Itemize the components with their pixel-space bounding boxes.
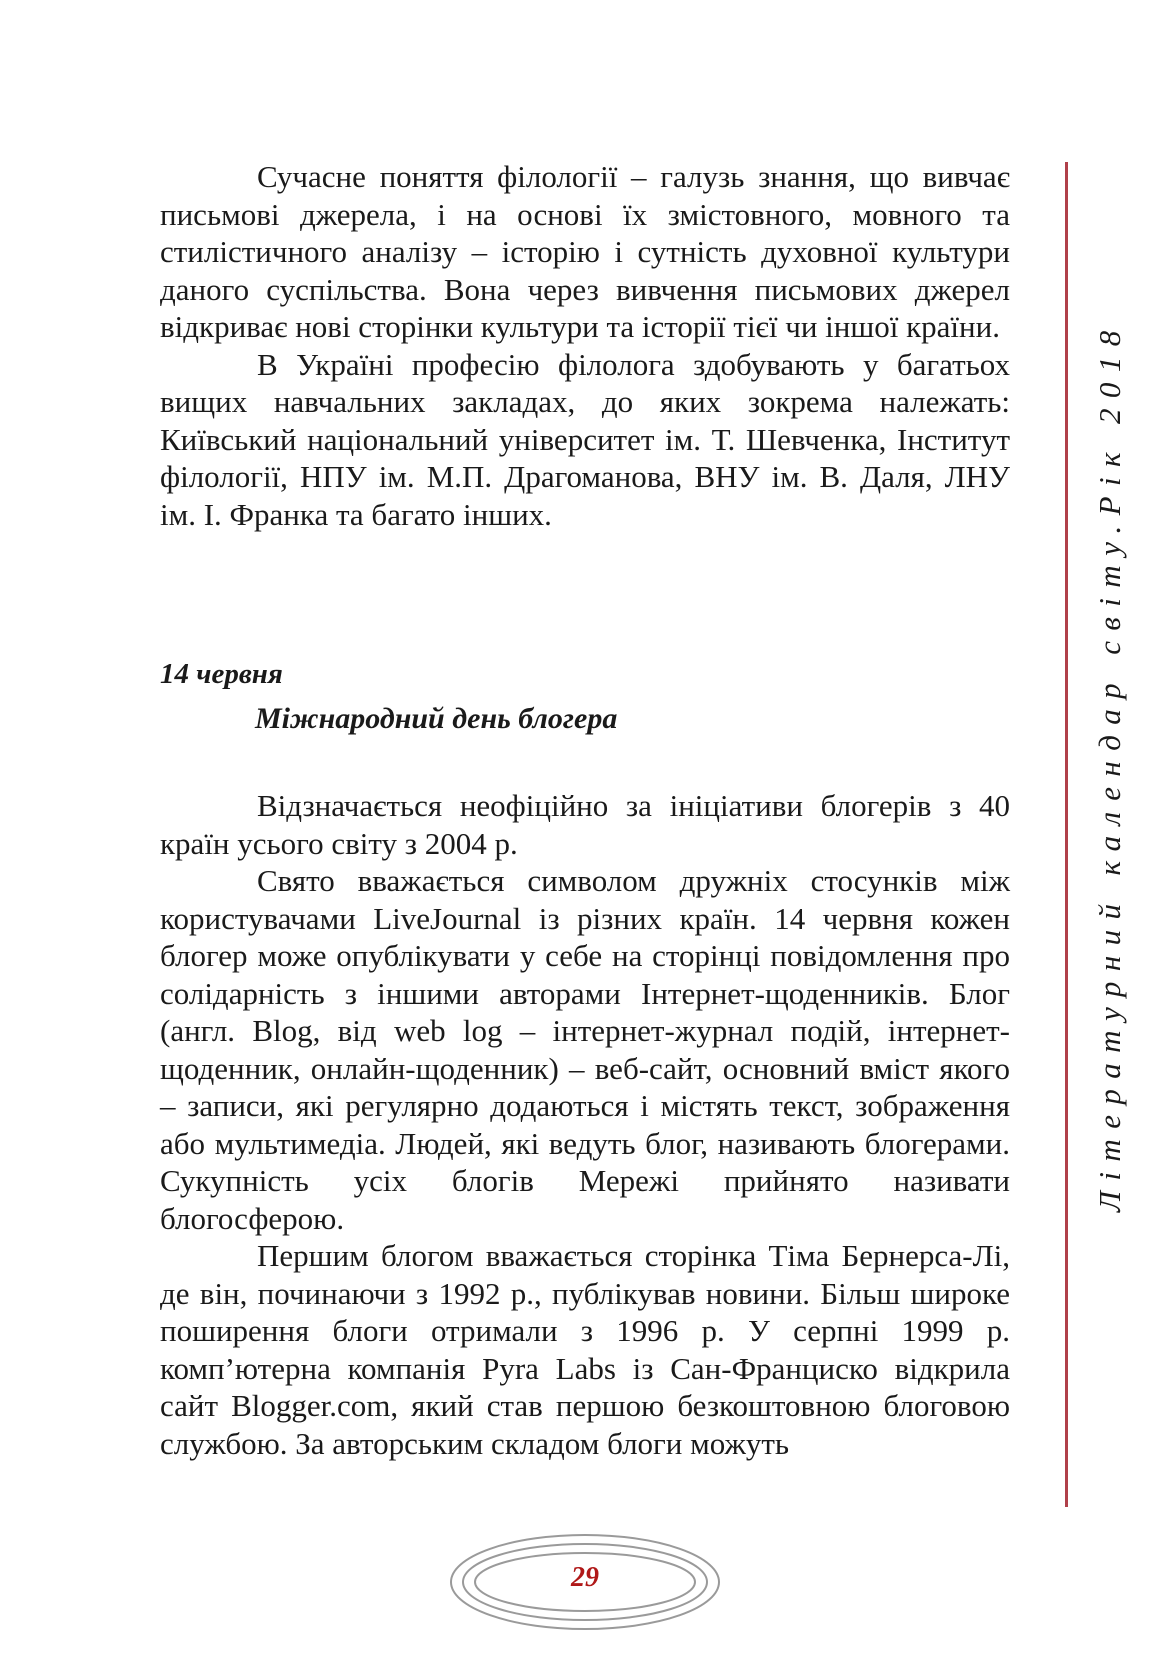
intro-text bbox=[160, 158, 1010, 533]
event-paragraph-3: Першим блогом вважається сторінка Тіма Бернерса-Лі, де він, починаючи з 1992 р., публікував новини. Більш широке поширення блоги отримали з 1996 р. У серпні 1999 р. комп’ютерна компанія Pyra Labs із Сан-Франциско відкрила сайт Blogger.com, який став першою безкоштовною блоговою службою. За авторським складом блоги можуть bbox=[160, 1238, 1010, 1461]
event-paragraph-1: Відзначається неофіційно за ініціативи блогерів з 40 країн усього світу з 2004 р. bbox=[160, 788, 1010, 861]
event-date-heading: 14 червня bbox=[160, 658, 283, 690]
event-text bbox=[160, 787, 1010, 1462]
side-divider-line bbox=[1065, 162, 1068, 1507]
event-paragraph-2: Свято вважається символом дружніх стосунків між користувачами LiveJournal із різних країн. 14 червня кожен блогер може опублікувати у себе на сторінці повідомлення про солідарність з іншими авторами Інтернет-щоденників. Блог (англ. Blog, від web log – інтернет-журнал подій, інтернет-щоденник, онлайн-щоденник) – веб-сайт, основний вміст якого – записи, які регулярно додаються і містять текст, зображення або мультимедіа. Людей, які ведуть блог, називають блогерами. Сукупність усіх блогів Мережі прийнято називати блогосферою. bbox=[160, 863, 1010, 1236]
running-side-title: Літературний календар світу.Рік 2018 bbox=[1092, 320, 1127, 1212]
page-number-badge bbox=[440, 1524, 730, 1644]
event-title-heading: Міжнародний день блогера bbox=[255, 702, 618, 735]
intro-paragraph-2: В Україні професію філолога здобувають у багатьох вищих навчальних закладах, до яких зокрема належать: Київський національний університет ім. Т. Шевченка, Інститут філології, НПУ ім. М.П. Драгоманова, ВНУ ім. В. Даля, ЛНУ ім. І. Франка та багато інших. bbox=[160, 346, 1010, 532]
page-number: 29 bbox=[571, 1562, 599, 1593]
intro-paragraph-1: Сучасне поняття філології – галузь знання, що вивчає письмові джерела, і на основі їх змістовного, мовного та стилістичного аналізу – історію і сутність духовної культури даного суспільства. Вона через вивчення письмових джерел відкриває нові сторінки культури та історії тієї чи іншої країни. bbox=[160, 159, 1010, 344]
